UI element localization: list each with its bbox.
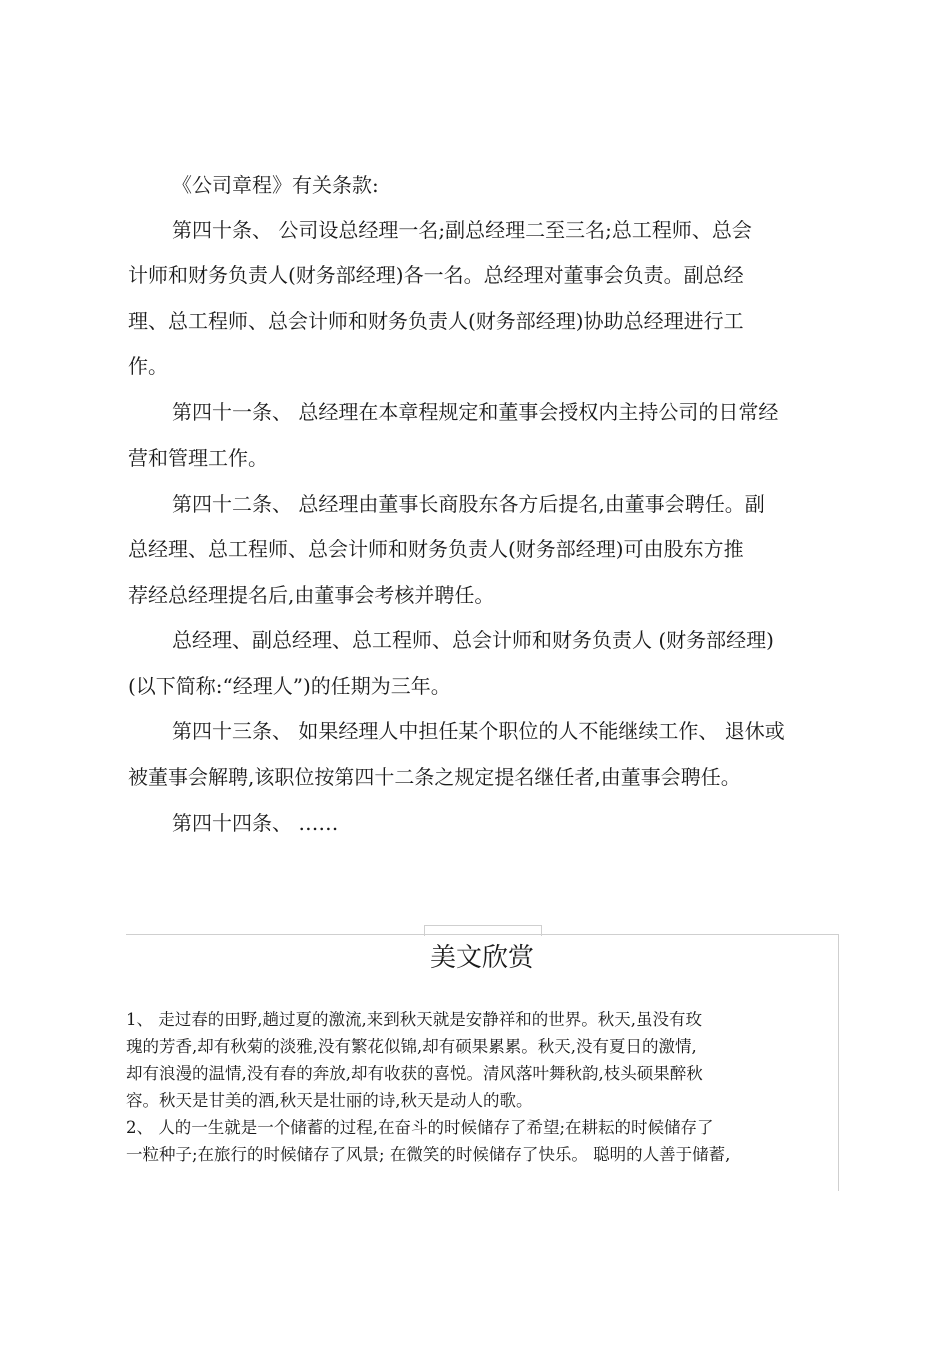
articles-heading: 《公司章程》有关条款: [172, 173, 379, 197]
essay-line-4: 容。秋天是甘美的酒,秋天是壮丽的诗,秋天是动人的歌。 [126, 1091, 533, 1110]
article-43-line-1: 第四十三条、 如果经理人中担任某个职位的人不能继续工作、 退休或 [172, 719, 785, 743]
term-clause-line-1: 总经理、副总经理、总工程师、总会计师和财务负责人 (财务部经理) [172, 628, 774, 652]
term-clause-line-2: (以下简称:“经理人”)的任期为三年。 [128, 674, 451, 698]
essay-line-2: 瑰的芳香,却有秋菊的淡雅,没有繁花似锦,却有硕果累累。秋天,没有夏日的激情, [126, 1037, 697, 1056]
article-42-line-3: 荐经总经理提名后,由董事会考核并聘任。 [128, 583, 495, 607]
essay-box [126, 934, 839, 1191]
article-40-line-2: 计师和财务负责人(财务部经理)各一名。总经理对董事会负责。副总经 [128, 263, 744, 287]
essay-line-3: 却有浪漫的温情,没有春的奔放,却有收获的喜悦。清风落叶舞秋韵,枝头硕果醉秋 [126, 1064, 703, 1083]
essay-title: 美文欣赏 [429, 943, 534, 973]
essay-line-6: 一粒种子;在旅行的时候储存了风景; 在微笑的时候储存了快乐。 聪明的人善于储蓄, [126, 1145, 731, 1164]
essay-line-5: 2、 人的一生就是一个储蓄的过程,在奋斗的时候储存了希望;在耕耘的时候储存了 [126, 1118, 714, 1137]
article-44: 第四十四条、 …… [172, 811, 339, 835]
article-42-line-1: 第四十二条、 总经理由董事长商股东各方后提名,由董事会聘任。副 [172, 492, 765, 516]
article-40-line-4: 作。 [128, 354, 168, 378]
article-40-line-1: 第四十条、 公司设总经理一名;副总经理二至三名;总工程师、总会 [172, 218, 752, 242]
essay-line-1: 1、 走过春的田野,趟过夏的激流,来到秋天就是安静祥和的世界。秋天,虽没有玫 [126, 1010, 702, 1029]
article-41-line-1: 第四十一条、 总经理在本章程规定和董事会授权内主持公司的日常经 [172, 400, 779, 424]
article-41-line-2: 营和管理工作。 [128, 446, 268, 470]
article-42-line-2: 总经理、总工程师、总会计师和财务负责人(财务部经理)可由股东方推 [128, 537, 744, 561]
article-43-line-2: 被董事会解聘,该职位按第四十二条之规定提名继任者,由董事会聘任。 [128, 765, 741, 789]
article-40-line-3: 理、总工程师、总会计师和财务负责人(财务部经理)协助总经理进行工 [128, 309, 744, 333]
